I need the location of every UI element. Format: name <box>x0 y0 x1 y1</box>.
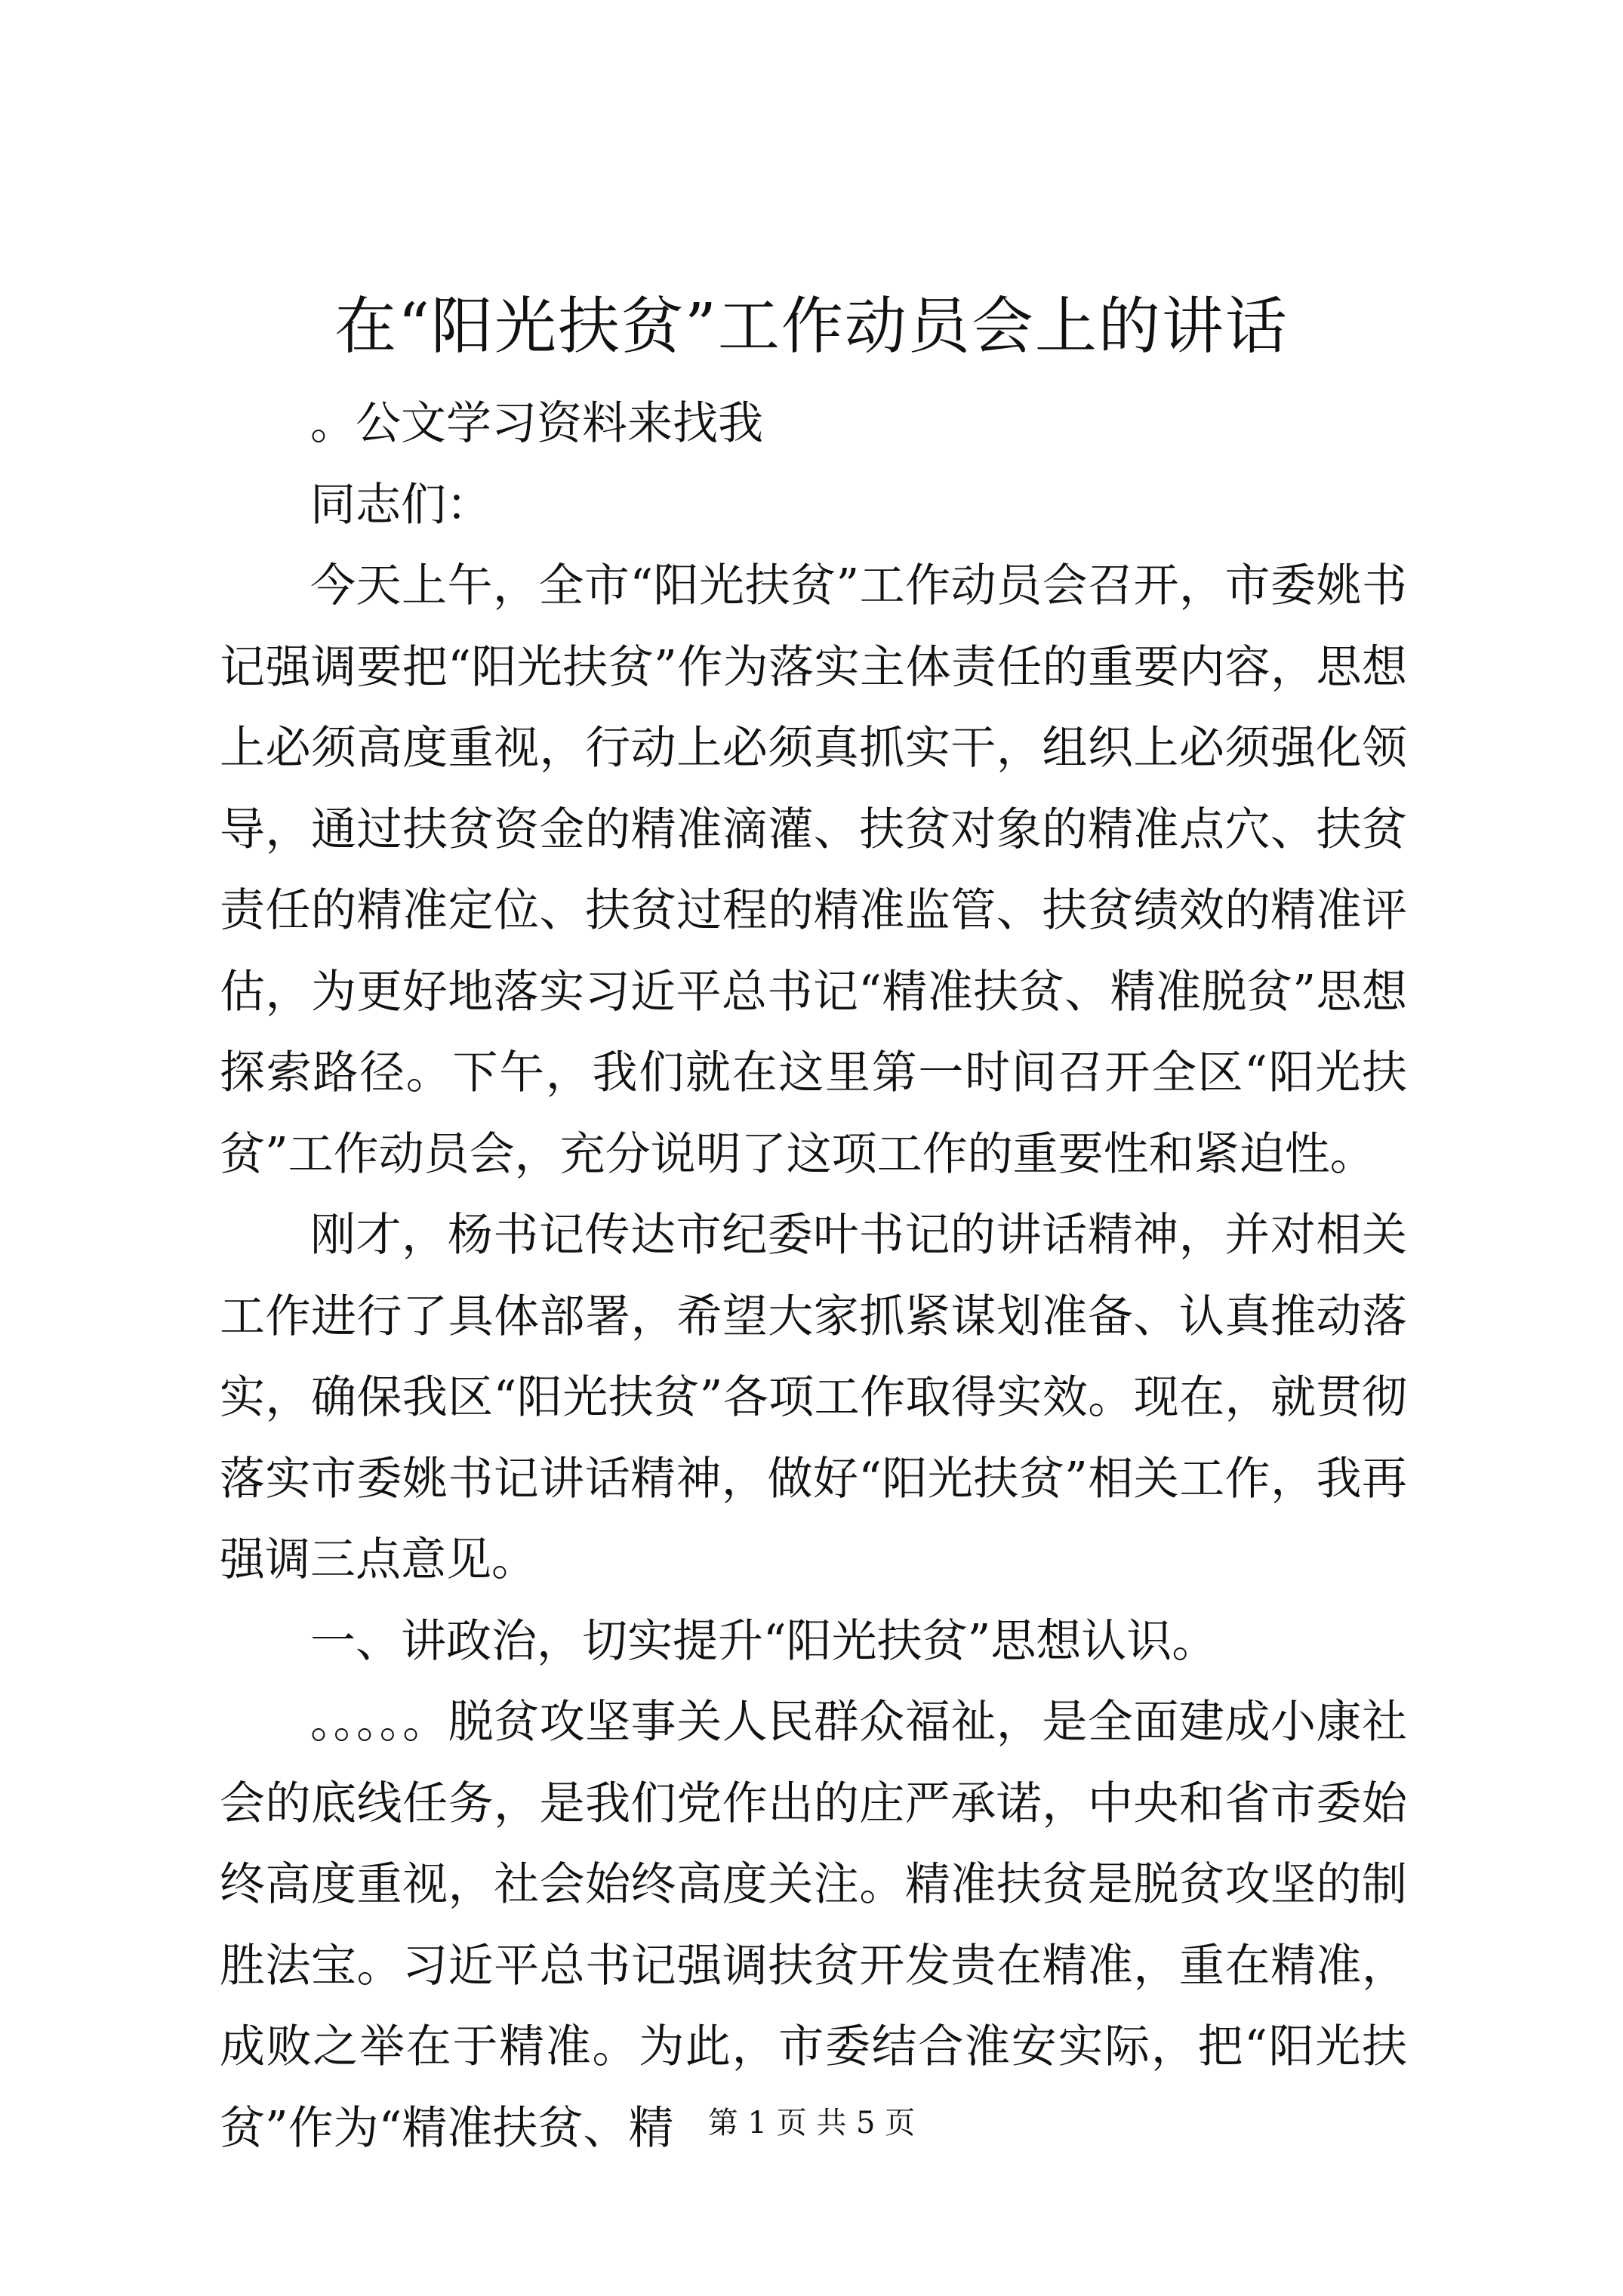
document-title: 在“阳光扶贫”工作动员会上的讲话 <box>334 291 1289 362</box>
paragraph: 。。。。。脱贫攻坚事关人民群众福祉，是全面建成小康社会的底线任务，是我们党作出的庄严承诺，中央和省市委始终高度重视，社会始终高度关注。精准扶贫是脱贫攻坚的制胜法宝。习近平总书记强调扶贫开发贵在精准，重在精准，成败之举在于精准。为此，市委结合淮安实际，把“阳光扶贫”作为“精准扶贫、精 <box>220 1696 1407 2155</box>
page-footer: 第 1 页 共 5 页 <box>707 2106 916 2140</box>
section-heading: 一、讲政治，切实提升“阳光扶贫”思想认识。 <box>310 1614 1218 1668</box>
document-body <box>220 384 1407 2169</box>
paragraph-note: 。公文学习资料来找我 <box>310 397 763 450</box>
paragraph: 刚才，杨书记传达市纪委叶书记的讲话精神，并对相关工作进行了具体部署，希望大家抓紧谋划准备、认真推动落实，确保我区“阳光扶贫”各项工作取得实效。现在，就贯彻落实市委姚书记讲话精神，做好“阳光扶贫”相关工作，我再强调三点意见。 <box>220 1209 1407 1586</box>
paragraph: 今天上午，全市“阳光扶贫”工作动员会召开，市委姚书记强调要把“阳光扶贫”作为落实主体责任的重要内容，思想上必须高度重视，行动上必须真抓实干，组织上必须强化领导，通过扶贫资金的精准滴灌、扶贫对象的精准点穴、扶贫责任的精准定位、扶贫过程的精准监管、扶贫绩效的精准评估，为更好地落实习近平总书记“精准扶贫、精准脱贫”思想探索路径。下午，我们就在这里第一时间召开全区“阳光扶贫”工作动员会，充分说明了这项工作的重要性和紧迫性。 <box>220 559 1407 1181</box>
paragraph-salutation: 同志们： <box>310 478 491 532</box>
